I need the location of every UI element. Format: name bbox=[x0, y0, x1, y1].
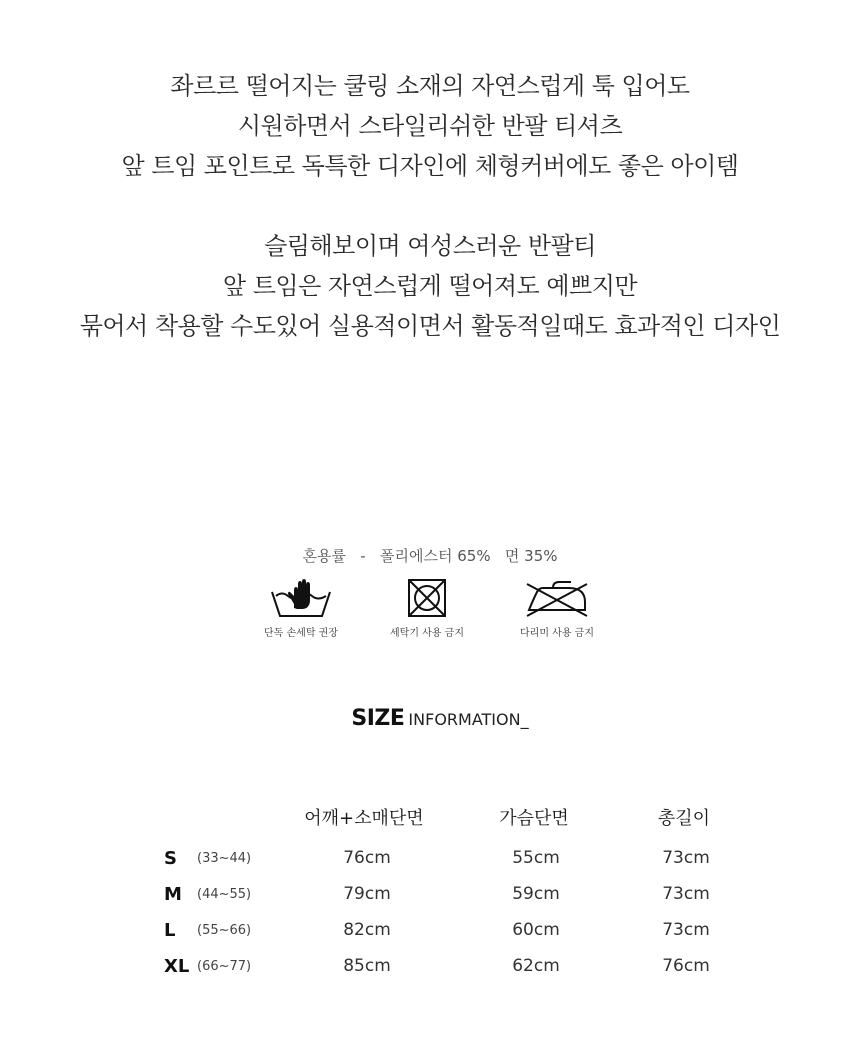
size-header-length: 총길이 bbox=[657, 808, 711, 829]
size-range: (66~77) bbox=[197, 959, 252, 974]
size-range: (55~66) bbox=[197, 923, 252, 938]
description-line: 좌르르 떨어지는 쿨링 소재의 자연스럽게 툭 입어도 bbox=[170, 72, 690, 100]
size-label: M bbox=[164, 884, 182, 905]
hand-wash-icon bbox=[270, 578, 332, 618]
size-label: L bbox=[164, 920, 176, 941]
description-line: 앞 트임은 자연스럽게 떨어져도 예쁘지만 bbox=[222, 272, 638, 300]
care-label: 다리미 사용 금지 bbox=[520, 628, 594, 639]
size-range: (44~55) bbox=[197, 887, 252, 902]
size-value: 73cm bbox=[662, 884, 710, 904]
size-value: 60cm bbox=[512, 920, 560, 940]
description-line: 묶어서 착용할 수도있어 실용적이면서 활동적일때도 효과적인 디자인 bbox=[79, 312, 781, 340]
material-fabric-1: 폴리에스터 65% bbox=[380, 547, 491, 565]
size-label: S bbox=[164, 848, 177, 869]
size-value: 82cm bbox=[343, 920, 391, 940]
size-row-m bbox=[0, 884, 860, 914]
size-information-title bbox=[0, 706, 860, 731]
material-label: 혼용률 bbox=[302, 547, 346, 565]
size-value: 76cm bbox=[662, 956, 710, 976]
size-title-rest: INFORMATION_ bbox=[408, 710, 529, 729]
description-line: 슬림해보이며 여성스러운 반팔티 bbox=[264, 232, 596, 260]
size-value: 55cm bbox=[512, 848, 560, 868]
size-label: XL bbox=[164, 956, 190, 977]
material-fabric-2: 면 35% bbox=[504, 547, 558, 565]
size-value: 73cm bbox=[662, 848, 710, 868]
size-range: (33~44) bbox=[197, 851, 252, 866]
size-row-l bbox=[0, 920, 860, 950]
size-header-chest: 가슴단면 bbox=[499, 808, 569, 829]
no-iron-icon bbox=[525, 578, 589, 618]
material-separator: - bbox=[360, 547, 366, 565]
size-value: 85cm bbox=[343, 956, 391, 976]
no-machine-wash-icon bbox=[407, 578, 447, 618]
size-value: 76cm bbox=[343, 848, 391, 868]
description-line: 시원하면서 스타일리쉬한 반팔 티셔츠 bbox=[237, 112, 623, 140]
care-label: 세탁기 사용 금지 bbox=[390, 628, 464, 639]
size-row-xl bbox=[0, 956, 860, 986]
size-row-s bbox=[0, 848, 860, 878]
size-header-shoulder-sleeve: 어깨+소매단면 bbox=[304, 808, 424, 829]
material-composition bbox=[0, 545, 860, 566]
size-title-bold: SIZE bbox=[351, 706, 405, 731]
size-value: 59cm bbox=[512, 884, 560, 904]
care-item-no-machine-wash bbox=[367, 578, 487, 639]
size-value: 73cm bbox=[662, 920, 710, 940]
care-item-no-iron bbox=[497, 578, 617, 639]
size-value: 62cm bbox=[512, 956, 560, 976]
description-line: 앞 트임 포인트로 독특한 디자인에 체형커버에도 좋은 아이템 bbox=[121, 152, 739, 180]
care-label: 단독 손세탁 권장 bbox=[264, 628, 338, 639]
size-value: 79cm bbox=[343, 884, 391, 904]
care-item-hand-wash bbox=[241, 578, 361, 639]
